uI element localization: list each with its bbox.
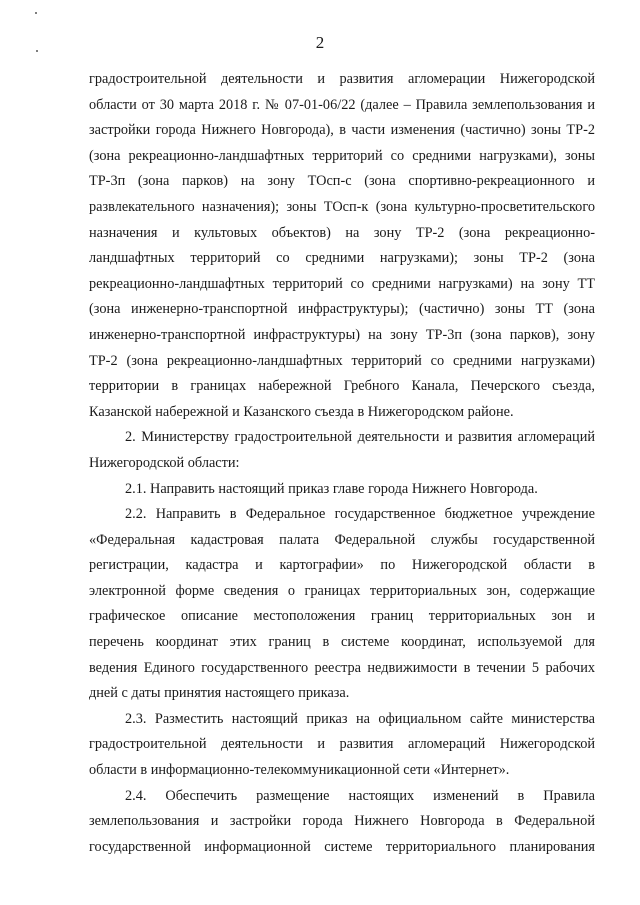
text-line: назначения и культовых объектов) на зону ТР-2 (зона рекреационно-: [89, 224, 595, 241]
document-body: [89, 67, 595, 860]
text-line: ТР-2 (зона рекреационно-ландшафтных территорий со средними нагрузками): [89, 352, 595, 369]
text-line: электронной форме сведения о границах территориальных зон, содержащие: [89, 582, 595, 599]
text-line: государственной информационной системе территориального планирования: [89, 838, 595, 855]
text-line: ведения Единого государственного реестра недвижимости в течении 5 рабочих: [89, 659, 595, 676]
text-line: 2.4. Обеспечить размещение настоящих изменений в Правила: [125, 787, 595, 804]
text-line: регистрации, кадастра и картографии» по Нижегородской области в: [89, 557, 595, 574]
text-line: 2.2. Направить в Федеральное государственное бюджетное учреждение: [125, 506, 595, 523]
paragraph-item-2: [89, 425, 595, 476]
text-line: 2.1. Направить настоящий приказ главе города Нижнего Новгорода.: [125, 480, 538, 497]
text-line: землепользования и застройки города Нижнего Новгорода в Федеральной: [89, 813, 595, 830]
paragraph-item-2-2: [89, 502, 595, 707]
text-line: территории в границах набережной Гребного Канала, Печерского съезда,: [89, 378, 595, 395]
text-line: ТР-3п (зона парков) на зону ТОсп-с (зона спортивно-рекреационного и: [89, 173, 595, 190]
paragraph-item-2-4: [89, 784, 595, 861]
text-line: 2.3. Разместить настоящий приказ на официальном сайте министерства: [125, 710, 595, 727]
text-line: «Федеральная кадастровая палата Федеральной службы государственной: [89, 531, 595, 548]
text-line: Казанской набережной и Казанского съезда в Нижегородском районе.: [89, 403, 514, 420]
text-line: 2. Министерству градостроительной деятельности и развития агломераций: [125, 429, 595, 446]
scan-speck-top: [35, 12, 37, 14]
paragraph-item-2-1: [89, 477, 595, 503]
text-line: перечень координат этих границ в системе координат, используемой для: [89, 634, 595, 651]
text-line: застройки города Нижнего Новгорода), в части изменения (частично) зоны ТР-2: [89, 122, 595, 139]
text-line: рекреационно-ландшафтных территорий со средними нагрузками) на зону ТТ: [89, 275, 595, 292]
text-line: области в информационно-телекоммуникационной сети «Интернет».: [89, 762, 510, 779]
text-line: Нижегородской области:: [89, 454, 240, 471]
paragraph-item-2-3: [89, 707, 595, 784]
text-line: градостроительной деятельности и развития агломераций Нижегородской: [89, 736, 595, 753]
text-line: (зона инженерно-транспортной инфраструктуры); (частично) зоны ТТ (зона: [89, 301, 595, 318]
text-line: развлекательного назначения); зоны ТОсп-к (зона культурно-просветительского: [89, 198, 595, 215]
text-line: графическое описание местоположения границ территориальных зон и: [89, 608, 595, 625]
paragraph-continuation: [89, 67, 595, 425]
text-line: дней с даты принятия настоящего приказа.: [89, 685, 350, 702]
text-line: области от 30 марта 2018 г. № 07-01-06/22 (далее – Правила землепользования и: [89, 96, 595, 113]
text-line: (зона рекреационно-ландшафтных территорий со средними нагрузками), зоны: [89, 147, 595, 164]
text-line: градостроительной деятельности и развития агломерации Нижегородской: [89, 71, 595, 87]
text-line: инженерно-транспортной инфраструктуры) на зону ТР-3п (зона парков), зону: [89, 326, 595, 343]
page-number: 2: [315, 33, 325, 52]
text-line: ландшафтных территорий со средними нагрузками); зоны ТР-2 (зона: [89, 250, 595, 267]
